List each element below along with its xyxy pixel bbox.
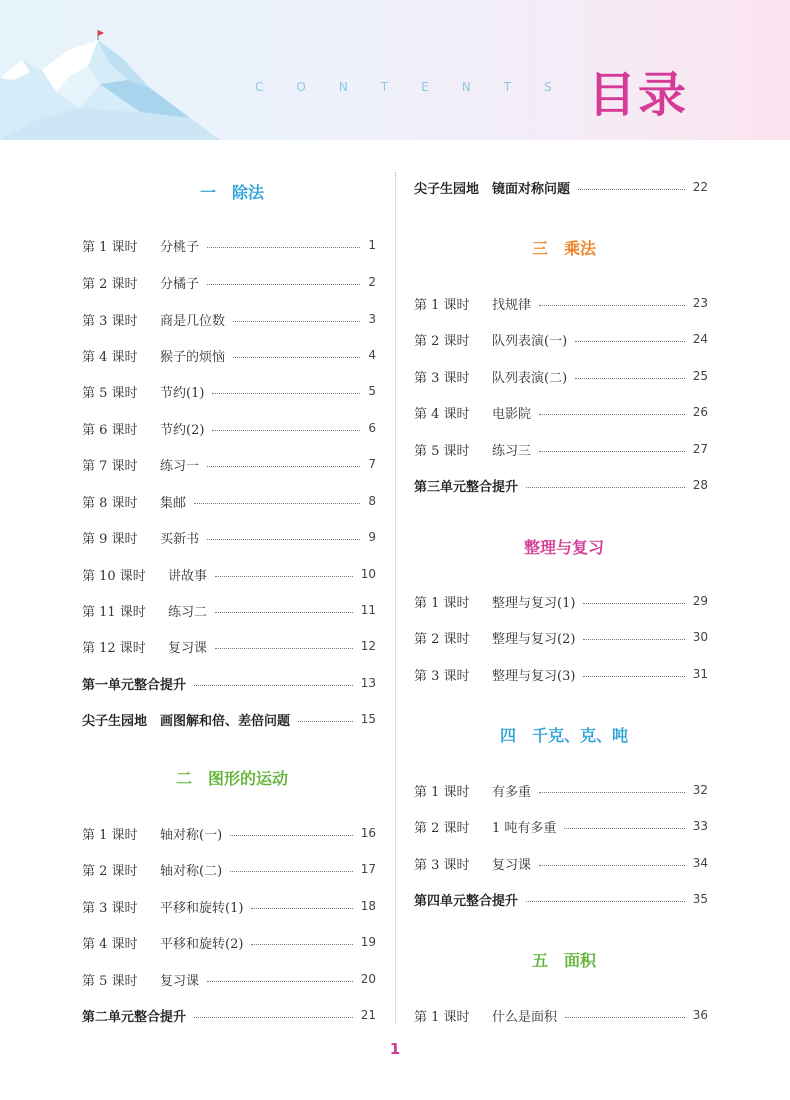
toc-entry[interactable]: 第 7 课时 练习一 7 bbox=[82, 457, 376, 474]
toc-entry[interactable]: 第 3 课时 平移和旋转(1) 18 bbox=[82, 899, 376, 916]
toc-entry-top-student[interactable]: 尖子生园地 画图解和倍、差倍问题 15 bbox=[82, 712, 376, 729]
toc-entry[interactable]: 第 1 课时 整理与复习(1) 29 bbox=[414, 594, 708, 611]
toc-entry[interactable]: 第 2 课时 1 吨有多重 33 bbox=[414, 819, 708, 836]
toc-entry[interactable]: 第 11 课时 练习二 11 bbox=[82, 603, 376, 620]
toc-entry[interactable]: 第 8 课时 集邮 8 bbox=[82, 494, 376, 511]
toc-entry[interactable]: 第 12 课时 复习课 12 bbox=[82, 639, 376, 656]
section-heading-weight: 四 千克、克、吨 bbox=[499, 726, 628, 745]
toc-entry-unit-review[interactable]: 第三单元整合提升 28 bbox=[414, 478, 708, 495]
page-title: 目录 bbox=[588, 67, 689, 123]
toc-entry[interactable]: 第 2 课时 轴对称(二) 17 bbox=[82, 862, 376, 879]
header-banner bbox=[0, 0, 790, 140]
mountain-illustration bbox=[0, 0, 220, 140]
toc-entry[interactable]: 第 1 课时 什么是面积 36 bbox=[414, 1008, 708, 1025]
toc-entry[interactable]: 第 4 课时 电影院 26 bbox=[414, 405, 708, 422]
toc-entry[interactable]: 第 1 课时 有多重 32 bbox=[414, 783, 708, 800]
toc-entry[interactable]: 第 4 课时 平移和旋转(2) 19 bbox=[82, 935, 376, 952]
toc-entry-unit-review[interactable]: 第二单元整合提升 21 bbox=[82, 1008, 376, 1025]
toc-entry[interactable]: 第 10 课时 讲故事 10 bbox=[82, 567, 376, 584]
page-number: 1 bbox=[389, 1040, 401, 1058]
section-heading-graph-motion: 二 图形的运动 bbox=[175, 769, 288, 788]
toc-entry[interactable]: 第 6 课时 节约(2) 6 bbox=[82, 421, 376, 438]
toc-entry-unit-review[interactable]: 第一单元整合提升 13 bbox=[82, 676, 376, 693]
flag-icon bbox=[98, 30, 104, 36]
toc-entry[interactable]: 第 1 课时 分桃子 1 bbox=[82, 238, 376, 255]
section-heading-multiplication: 三 乘法 bbox=[531, 239, 596, 258]
toc-entry-top-student[interactable]: 尖子生园地 镜面对称问题 22 bbox=[414, 180, 708, 197]
section-heading-review: 整理与复习 bbox=[523, 538, 604, 557]
toc-entry[interactable]: 第 2 课时 队列表演(一) 24 bbox=[414, 332, 708, 349]
toc-entry[interactable]: 第 9 课时 买新书 9 bbox=[82, 530, 376, 547]
toc-entry[interactable]: 第 3 课时 整理与复习(3) 31 bbox=[414, 667, 708, 684]
toc-entry-unit-review[interactable]: 第四单元整合提升 35 bbox=[414, 892, 708, 909]
toc-entry[interactable]: 第 3 课时 队列表演(二) 25 bbox=[414, 369, 708, 386]
toc-entry[interactable]: 第 5 课时 练习三 27 bbox=[414, 442, 708, 459]
toc-entry[interactable]: 第 1 课时 轴对称(一) 16 bbox=[82, 826, 376, 843]
toc-entry[interactable]: 第 1 课时 找规律 23 bbox=[414, 296, 708, 313]
toc-entry[interactable]: 第 3 课时 复习课 34 bbox=[414, 856, 708, 873]
toc-entry[interactable]: 第 5 课时 复习课 20 bbox=[82, 972, 376, 989]
toc-entry[interactable]: 第 3 课时 商是几位数 3 bbox=[82, 312, 376, 329]
section-heading-division: 一 除法 bbox=[199, 183, 264, 202]
toc-entry[interactable]: 第 4 课时 猴子的烦恼 4 bbox=[82, 348, 376, 365]
toc-entry[interactable]: 第 2 课时 分橘子 2 bbox=[82, 275, 376, 292]
toc-entry[interactable]: 第 2 课时 整理与复习(2) 30 bbox=[414, 630, 708, 647]
contents-word: CONTENTS bbox=[255, 80, 585, 94]
section-heading-area: 五 面积 bbox=[531, 951, 596, 970]
toc-entry[interactable]: 第 5 课时 节约(1) 5 bbox=[82, 384, 376, 401]
column-divider bbox=[395, 172, 396, 1024]
